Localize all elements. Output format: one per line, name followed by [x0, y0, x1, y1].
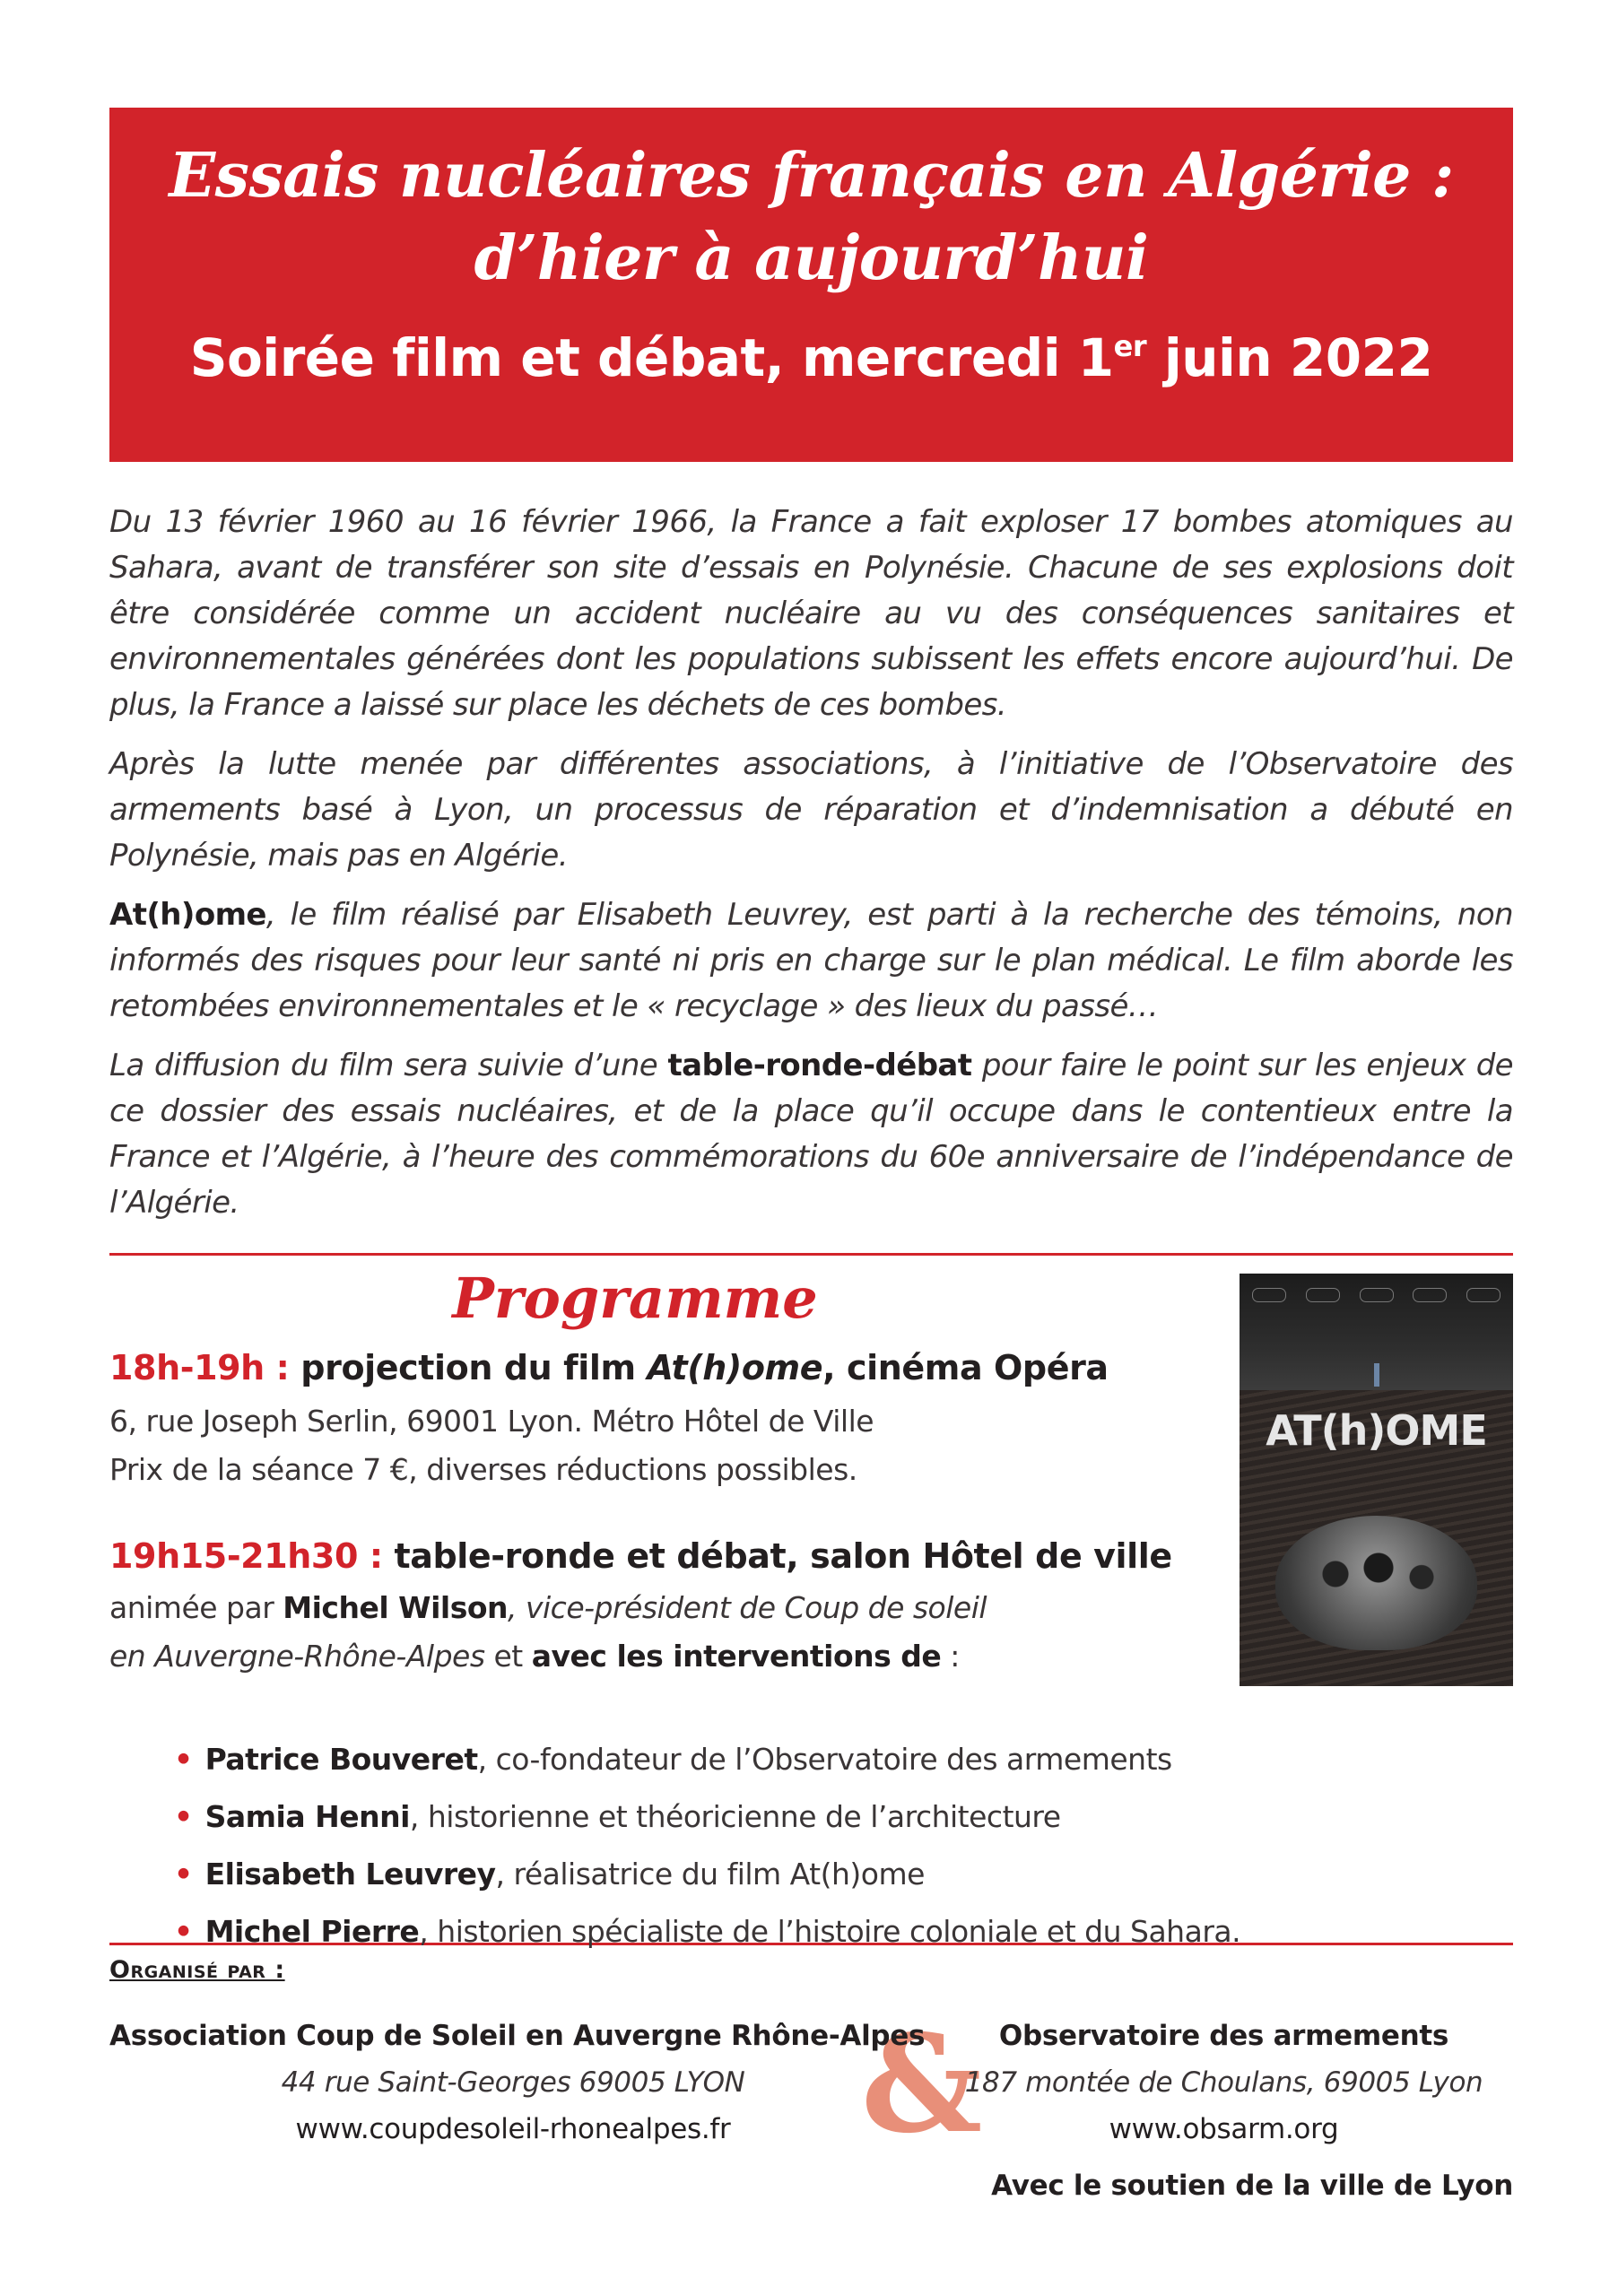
speakers-intro: avec les interventions de: [531, 1639, 942, 1674]
intro-paragraph-4: [109, 1043, 1513, 1226]
intro-paragraph-3: [109, 892, 1513, 1030]
organiser-website-link[interactable]: www.coupdesoleil-rhonealpes.fr: [295, 2113, 731, 2145]
organisers-label: Organisé par :: [109, 1956, 285, 1984]
speaker-desc: , historienne et théoricienne de l’architecture: [409, 1799, 1061, 1834]
event-subtitle: [109, 326, 1513, 389]
conjunction: et: [484, 1639, 532, 1674]
title-line-2: d’hier à aujourd’hui: [474, 222, 1149, 294]
poster-laurels: [1252, 1288, 1501, 1302]
subtitle-date: juin 2022: [1146, 327, 1433, 388]
bullet-icon: •: [174, 1799, 193, 1834]
ampersand-mark: &: [861, 2005, 983, 2163]
page-title: [109, 135, 1513, 300]
speaker-name: Samia Henni: [204, 1799, 410, 1834]
ordinal-suffix: er: [1113, 329, 1147, 363]
film-name: At(h)ome: [109, 897, 266, 933]
speaker-desc: , historien spécialiste de l’histoire coloniale et du Sahara.: [419, 1914, 1241, 1949]
moderator-line-2: [109, 1632, 1222, 1681]
programme-title: Programme: [452, 1265, 818, 1331]
moderator-role: , vice-président de Coup de soleil: [508, 1590, 987, 1625]
intro-paragraph-2: Après la lutte menée par différentes associations, à l’initiative de l’Observatoire des armements basé à Lyon, un processus de réparation et d’indemnisation a débuté en Polynésie, mais pas en Algérie.: [109, 746, 1513, 874]
speaker-name: Patrice Bouveret: [204, 1742, 478, 1777]
bullet-icon: •: [174, 1914, 193, 1949]
session-title: projection du film: [300, 1348, 648, 1387]
debate-intro: La diffusion du film sera suivie d’une: [109, 1048, 668, 1083]
bullet-icon: •: [174, 1857, 193, 1892]
organiser-coup-de-soleil: [109, 2013, 926, 2152]
moderator-label: animée par: [109, 1590, 283, 1625]
film-description: , le film réalisé par Elisabeth Leuvrey, est parti à la recherche des témoins, non informés des risques pour leur santé ni pris en charge sur le plan médical. Le film aborde les retombées environnementales et le « recyclage » des lieux du passé…: [109, 897, 1513, 1024]
bullet-icon: •: [174, 1742, 193, 1777]
session-screening: [109, 1345, 1222, 1494]
intro-section: [109, 500, 1513, 1226]
debate-description: pour faire le point sur les enjeux de ce dossier des essais nucléaires, et de la place qu’il occupe dans le contentieux entre la France et l’Algérie, à l’heure des commémorations du 60e anniversaire de l’indépendance de l’Algérie.: [109, 1048, 1514, 1221]
session-heading: [109, 1345, 1222, 1390]
session-title: table-ronde et débat, salon Hôtel de ville: [394, 1536, 1172, 1576]
film-poster-image: [1240, 1274, 1513, 1686]
subtitle-text: Soirée film et débat, mercredi 1: [189, 327, 1114, 388]
sponsor-note: Avec le soutien de la ville de Lyon: [991, 2170, 1513, 2202]
title-line-1: Essais nucléaires français en Algérie :: [169, 140, 1454, 212]
list-item: [174, 1731, 1240, 1788]
film-title: At(h)ome: [647, 1348, 823, 1387]
poster-stones: [1307, 1543, 1450, 1605]
programme-section: [109, 1256, 1513, 1949]
session-time: 18h-19h :: [109, 1348, 301, 1387]
debate-keyword: table-ronde-débat: [667, 1048, 972, 1083]
speaker-name: Michel Pierre: [204, 1914, 420, 1949]
venue: , cinéma Opéra: [822, 1348, 1109, 1387]
flyer: [109, 108, 1513, 2241]
poster-figure: [1374, 1363, 1379, 1387]
moderator-name: Michel Wilson: [283, 1590, 508, 1625]
speaker-desc: , réalisatrice du film At(h)ome: [495, 1857, 925, 1892]
session-time: 19h15-21h30 :: [109, 1536, 395, 1576]
poster-title: AT(h)OME: [1266, 1406, 1487, 1455]
organiser-obsarm: [935, 2013, 1513, 2152]
organiser-website-link[interactable]: www.obsarm.org: [1109, 2113, 1339, 2145]
organiser-name: Association Coup de Soleil en Auvergne Rhône-Alpes: [109, 2020, 926, 2052]
colon: :: [941, 1639, 960, 1674]
list-item: [174, 1788, 1240, 1846]
organisers-section: [109, 1945, 1513, 2241]
organiser-address: 187 montée de Choulans, 69005 Lyon: [964, 2066, 1483, 2099]
organiser-name: Observatoire des armements: [998, 2020, 1449, 2052]
speaker-name: Elisabeth Leuvrey: [204, 1857, 496, 1892]
moderator-org: en Auvergne-Rhône-Alpes: [109, 1639, 485, 1674]
moderator-line: [109, 1584, 1222, 1632]
session-debate: [109, 1534, 1222, 1681]
speaker-desc: , co-fondateur de l’Observatoire des armements: [477, 1742, 1172, 1777]
session-heading: [109, 1534, 1222, 1578]
organiser-address: 44 rue Saint-Georges 69005 LYON: [281, 2066, 745, 2099]
list-item: [174, 1846, 1240, 1903]
intro-paragraph-1: Du 13 février 1960 au 16 février 1966, la France a fait exploser 17 bombes atomiques au Sahara, avant de transférer son site d’essais en Polynésie. Chacune de ses explosions doit être considérée comme un accident nucléaire au vu des conséquences sanitaires et environnementales générées dont les populations subissent les effets encore aujourd’hui. De plus, la France a laissé sur place les déchets de ces bombes.: [109, 504, 1513, 723]
venue-address: 6, rue Joseph Serlin, 69001 Lyon. Métro Hôtel de Ville: [109, 1404, 874, 1439]
ticket-price: Prix de la séance 7 €, diverses réductions possibles.: [109, 1452, 857, 1487]
header-banner: [109, 108, 1513, 462]
speaker-list: [174, 1731, 1240, 1961]
